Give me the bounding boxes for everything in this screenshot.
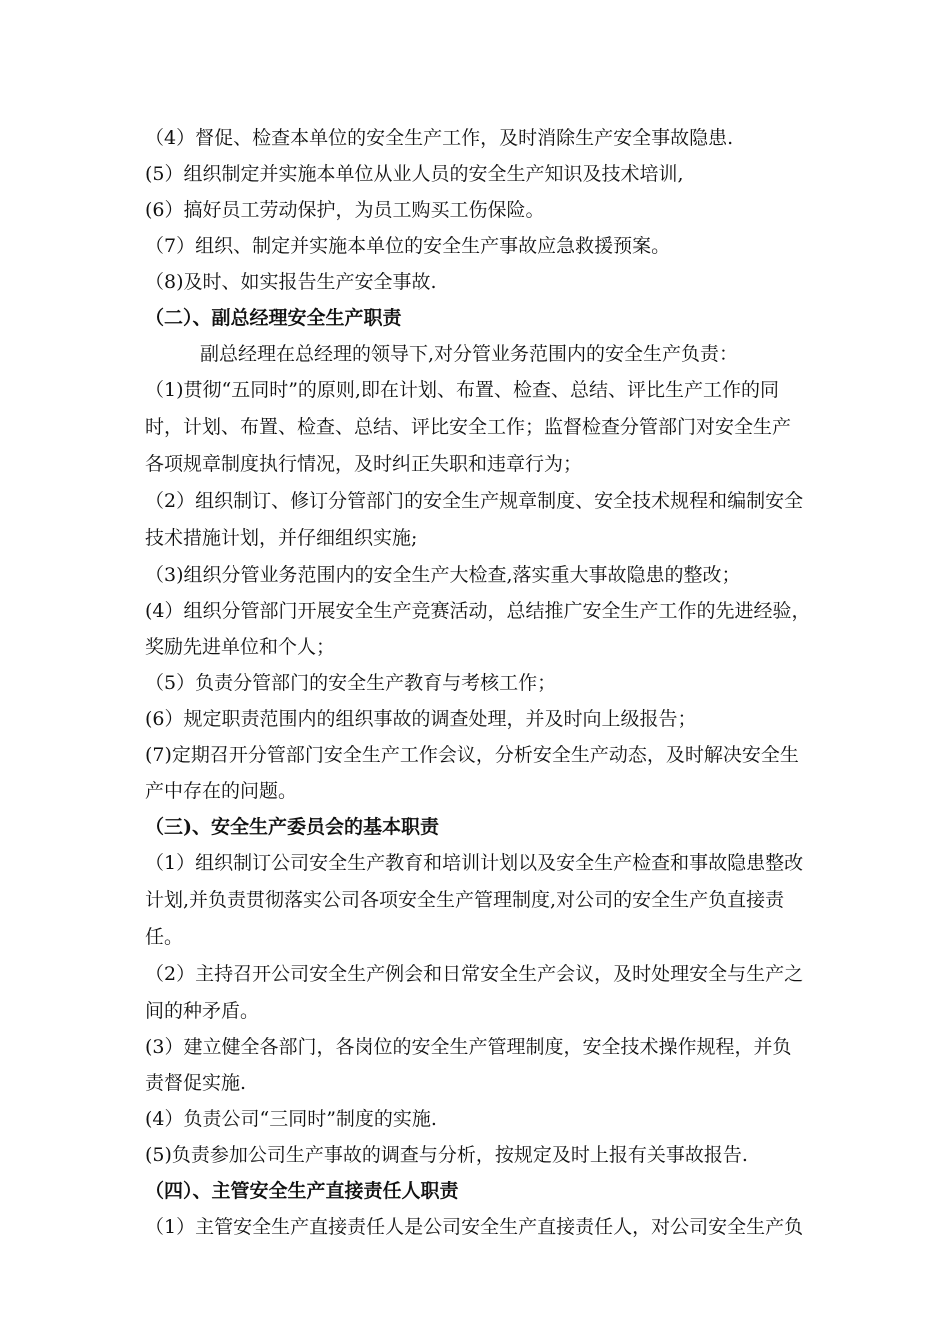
text-line: 时，计划、布置、检查、总结、评比安全工作；监督检查分管部门对安全生产 [145, 416, 792, 438]
section-heading: （二）、副总经理安全生产职责 [145, 307, 402, 329]
text-line: (5)负责参加公司生产事故的调查与分析，按规定及时上报有关事故报告. [145, 1144, 748, 1166]
text-line: (6）搞好员工劳动保护，为员工购买工伤保险。 [145, 199, 545, 221]
text-line: （8)及时、如实报告生产安全事故. [145, 271, 437, 293]
text-line: (4）负责公司“三同时”制度的实施. [145, 1108, 437, 1130]
text-line: （5）负责分管部门的安全生产教育与考核工作； [145, 672, 557, 694]
text-line: (4）组织分管部门开展安全生产竞赛活动，总结推广安全生产工作的先进经验， [145, 600, 811, 622]
text-line: （2）组织制订、修订分管部门的安全生产规章制度、安全技术规程和编制安全 [145, 490, 804, 512]
text-line: （7）组织、制定并实施本单位的安全生产事故应急救援预案。 [145, 235, 671, 257]
text-line: 计划,并负责贯彻落实公司各项安全生产管理制度,对公司的安全生产负直接责 [145, 889, 785, 911]
text-line: 产中存在的问题。 [145, 780, 298, 802]
text-line: 奖励先进单位和个人； [145, 636, 336, 658]
section-heading: （三)、安全生产委员会的基本职责 [145, 816, 439, 838]
text-line: （3)组织分管业务范围内的安全生产大检查,落实重大事故隐患的整改； [145, 564, 741, 586]
text-line: (6）规定职责范围内的组织事故的调查处理，并及时向上级报告； [145, 708, 697, 730]
text-line: （4）督促、检查本单位的安全生产工作，及时消除生产安全事故隐患. [145, 127, 734, 149]
text-line: 间的种矛盾。 [145, 1000, 260, 1022]
text-line: (3）建立健全各部门，各岗位的安全生产管理制度，安全技术操作规程，并负 [145, 1036, 792, 1058]
text-line: 副总经理在总经理的领导下,对分管业务范围内的安全生产负责： [200, 343, 739, 365]
text-line: 责督促实施. [145, 1072, 247, 1094]
section-heading: （四）、主管安全生产直接责任人职责 [145, 1180, 459, 1202]
text-line: 任。 [145, 926, 184, 948]
text-line: (7)定期召开分管部门安全生产工作会议，分析安全生产动态，及时解决安全生 [145, 744, 799, 766]
text-line: 各项规章制度执行情况，及时纠正失职和违章行为； [145, 453, 583, 475]
document-body [145, 120, 825, 1245]
text-line: （1）组织制订公司安全生产教育和培训计划以及安全生产检查和事故隐患整改 [145, 852, 804, 874]
text-line: (5）组织制定并实施本单位从业人员的安全生产知识及技术培训, [145, 163, 684, 185]
text-line: （1)贯彻“五同时”的原则,即在计划、布置、检查、总结、评比生产工作的同 [145, 379, 779, 401]
text-line: （1）主管安全生产直接责任人是公司安全生产直接责任人，对公司安全生产负 [145, 1216, 804, 1238]
text-line: （2）主持召开公司安全生产例会和日常安全生产会议，及时处理安全与生产之 [145, 963, 804, 985]
text-line: 技术措施计划，并仔细组织实施; [145, 527, 418, 549]
